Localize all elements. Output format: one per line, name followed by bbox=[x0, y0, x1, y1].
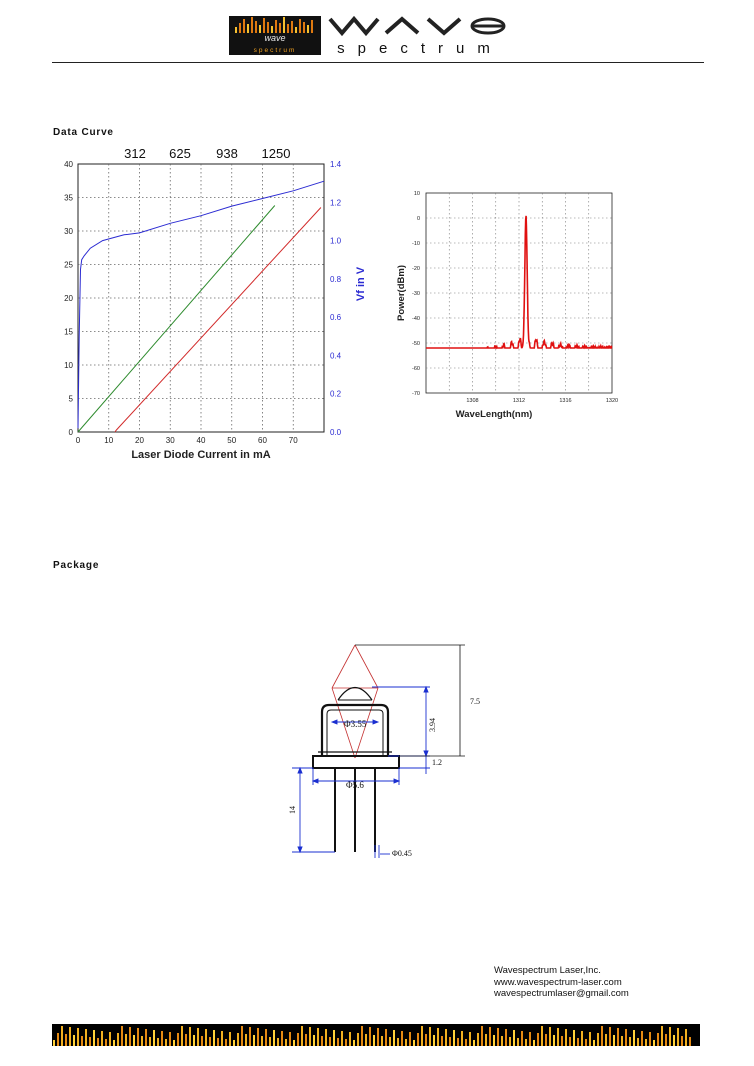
liv-x-tick: 50 bbox=[227, 436, 237, 445]
spec-x-tick: 1316 bbox=[559, 398, 572, 404]
footer-bar bbox=[105, 1039, 107, 1046]
footer-bar bbox=[89, 1037, 91, 1046]
footer-bar bbox=[325, 1029, 327, 1046]
footer-bar bbox=[605, 1034, 607, 1046]
logo-bar bbox=[275, 20, 277, 33]
liv-y-right-tick: 0.4 bbox=[330, 351, 342, 361]
footer-bar bbox=[277, 1038, 279, 1046]
footer-bar bbox=[565, 1029, 567, 1046]
footer-bar bbox=[649, 1032, 651, 1046]
footer-bar bbox=[253, 1035, 255, 1046]
footer-bar bbox=[125, 1034, 127, 1046]
footer-bar bbox=[169, 1032, 171, 1046]
footer-bar bbox=[629, 1037, 631, 1046]
footer-bar bbox=[245, 1034, 247, 1046]
footer-bar bbox=[677, 1028, 679, 1046]
footer-bar bbox=[233, 1040, 235, 1046]
flange-diameter-label: Φ5.6 bbox=[346, 780, 364, 790]
footer-bar bbox=[93, 1030, 95, 1046]
footer-bar bbox=[285, 1039, 287, 1046]
logo-wordmark bbox=[328, 13, 513, 57]
footer-bar bbox=[413, 1040, 415, 1046]
footer-bar bbox=[409, 1032, 411, 1046]
flange bbox=[313, 756, 399, 768]
footer-bar bbox=[689, 1037, 691, 1046]
footer-bar bbox=[321, 1036, 323, 1046]
footer-bar bbox=[669, 1027, 671, 1046]
footer-bar bbox=[333, 1030, 335, 1046]
pin-length-label: 14 bbox=[288, 806, 297, 814]
footer-bar bbox=[225, 1039, 227, 1046]
footer-bar bbox=[429, 1027, 431, 1046]
footer-bar bbox=[229, 1032, 231, 1046]
cap-height-label: 3.94 bbox=[428, 718, 437, 732]
footer-bar bbox=[205, 1029, 207, 1046]
footer-bar bbox=[309, 1027, 311, 1046]
footer-bar bbox=[281, 1031, 283, 1046]
footer-bar bbox=[197, 1028, 199, 1046]
liv-y-left-tick: 30 bbox=[64, 227, 73, 236]
liv-y-right-tick: 1.2 bbox=[330, 198, 342, 208]
logo-emblem bbox=[229, 16, 321, 55]
footer-bar bbox=[189, 1027, 191, 1046]
liv-x-tick: 10 bbox=[104, 436, 114, 445]
footer-bar bbox=[265, 1029, 267, 1046]
spec-y-tick: -10 bbox=[412, 241, 420, 247]
email-link[interactable]: wavespectrumlaser@gmail.com bbox=[494, 988, 629, 999]
pin-diameter-label: Φ0.45 bbox=[392, 849, 412, 858]
footer-bar bbox=[641, 1031, 643, 1046]
footer-bar bbox=[541, 1026, 543, 1046]
logo-bar bbox=[307, 25, 309, 33]
footer-bar bbox=[685, 1029, 687, 1046]
footer-bar bbox=[593, 1040, 595, 1046]
footer-bar bbox=[273, 1030, 275, 1046]
footer-bar bbox=[361, 1026, 363, 1046]
liv-x-tick: 30 bbox=[165, 436, 175, 445]
liv-chart bbox=[40, 140, 380, 475]
logo-emblem-spectrum: spectrum bbox=[253, 47, 297, 54]
footer-bar bbox=[461, 1031, 463, 1046]
lens-beam-lines bbox=[332, 645, 378, 758]
logo-bar bbox=[295, 27, 297, 33]
footer-bar bbox=[521, 1031, 523, 1046]
footer-bar bbox=[113, 1040, 115, 1046]
footer-bar bbox=[201, 1036, 203, 1046]
footer-bar bbox=[357, 1033, 359, 1046]
footer-bar bbox=[561, 1036, 563, 1046]
footer-bar bbox=[517, 1038, 519, 1046]
spec-y-tick: -30 bbox=[412, 291, 420, 297]
footer-bar bbox=[405, 1039, 407, 1046]
liv-y-left-tick: 10 bbox=[64, 361, 73, 370]
footer-bar bbox=[545, 1034, 547, 1046]
liv-y-right-tick: 1.0 bbox=[330, 236, 342, 246]
logo-bar bbox=[263, 18, 265, 33]
liv-y-right-tick: 0.2 bbox=[330, 389, 342, 399]
spec-y-tick: 10 bbox=[413, 191, 420, 197]
footer-bar bbox=[305, 1034, 307, 1046]
spec-y-tick: -70 bbox=[412, 391, 420, 397]
spec-y-tick: -20 bbox=[412, 266, 420, 272]
footer-bar bbox=[505, 1029, 507, 1046]
footer-bar bbox=[661, 1026, 663, 1046]
footer-bar bbox=[553, 1035, 555, 1046]
logo-word-spectrum: spectrum bbox=[337, 40, 503, 57]
logo-bar bbox=[283, 17, 285, 33]
liv-top-tick: 1250 bbox=[261, 146, 291, 161]
footer-bar bbox=[441, 1036, 443, 1046]
logo-bar bbox=[255, 21, 257, 33]
flange-thickness-label: 1.2 bbox=[432, 758, 442, 767]
liv-y-left-tick: 20 bbox=[64, 294, 73, 303]
footer-bar bbox=[681, 1036, 683, 1046]
footer-bar bbox=[497, 1028, 499, 1046]
footer-bar bbox=[489, 1027, 491, 1046]
footer-bar bbox=[597, 1033, 599, 1046]
logo-bar bbox=[235, 27, 237, 33]
footer-bar bbox=[437, 1028, 439, 1046]
liv-y-right-label: Vf in V bbox=[355, 266, 367, 302]
footer-bar bbox=[345, 1039, 347, 1046]
footer-bar bbox=[173, 1040, 175, 1046]
company-name: Wavespectrum Laser,Inc. bbox=[494, 965, 601, 976]
footer-bar bbox=[509, 1037, 511, 1046]
footer-bar bbox=[121, 1026, 123, 1046]
footer-bar bbox=[501, 1036, 503, 1046]
footer-bar bbox=[673, 1035, 675, 1046]
footer-bar bbox=[453, 1030, 455, 1046]
spec-x-tick: 1312 bbox=[512, 398, 526, 404]
liv-top-tick: 938 bbox=[216, 146, 238, 161]
footer-bar bbox=[477, 1033, 479, 1046]
logo-bar bbox=[239, 23, 241, 33]
footer-bar bbox=[177, 1033, 179, 1046]
footer-bar bbox=[657, 1033, 659, 1046]
cap-diameter-label: Φ3.55 bbox=[344, 719, 367, 729]
footer-bar bbox=[525, 1039, 527, 1046]
total-height-label: 7.5 bbox=[470, 697, 480, 706]
logo-bar bbox=[243, 19, 245, 33]
spec-x-tick: 1308 bbox=[466, 398, 479, 404]
footer-decorative-strip bbox=[52, 1024, 700, 1046]
footer-bar bbox=[181, 1026, 183, 1046]
footer-bar bbox=[465, 1039, 467, 1046]
liv-y-left-tick: 0 bbox=[68, 428, 73, 437]
footer-bar bbox=[77, 1028, 79, 1046]
footer-bar bbox=[293, 1040, 295, 1046]
logo-bar bbox=[311, 20, 313, 33]
footer-bar bbox=[393, 1030, 395, 1046]
footer-bar bbox=[485, 1034, 487, 1046]
spec-y-tick: -60 bbox=[412, 366, 420, 372]
package-heading: Package bbox=[53, 560, 100, 571]
liv-y-left-tick: 25 bbox=[64, 260, 73, 270]
liv-y-right-tick: 0.0 bbox=[330, 428, 342, 437]
data-curve-heading: Data Curve bbox=[53, 127, 114, 138]
logo-bar bbox=[299, 19, 301, 33]
footer-bar bbox=[329, 1037, 331, 1046]
footer-bar bbox=[137, 1028, 139, 1046]
logo-bar bbox=[279, 23, 281, 33]
footer-bar bbox=[61, 1026, 63, 1046]
logo-emblem-wave: wave bbox=[264, 33, 286, 43]
logo-bar bbox=[287, 24, 289, 33]
footer-bar bbox=[589, 1032, 591, 1046]
footer-bar bbox=[445, 1029, 447, 1046]
footer-bar bbox=[209, 1037, 211, 1046]
footer-bar bbox=[241, 1026, 243, 1046]
footer-bar bbox=[57, 1033, 59, 1046]
liv-x-tick: 70 bbox=[288, 436, 298, 445]
footer-bar bbox=[417, 1033, 419, 1046]
footer-bar bbox=[389, 1037, 391, 1046]
footer-bar bbox=[101, 1031, 103, 1046]
footer-bar bbox=[237, 1033, 239, 1046]
contact-block bbox=[494, 965, 629, 1000]
logo-bar bbox=[303, 22, 305, 33]
logo-bar bbox=[291, 21, 293, 33]
footer-bar bbox=[81, 1036, 83, 1046]
header-divider bbox=[52, 62, 704, 63]
footer-bar bbox=[213, 1030, 215, 1046]
spec-x-label: WaveLength(nm) bbox=[455, 409, 533, 420]
footer-bar bbox=[109, 1032, 111, 1046]
spec-y-tick: -50 bbox=[412, 341, 420, 347]
footer-bar bbox=[145, 1029, 147, 1046]
footer-bar bbox=[129, 1027, 131, 1046]
footer-bar bbox=[97, 1038, 99, 1046]
spec-y-tick: 0 bbox=[416, 216, 420, 222]
footer-bar bbox=[161, 1031, 163, 1046]
footer-bar bbox=[313, 1035, 315, 1046]
footer-bar bbox=[377, 1028, 379, 1046]
footer-bar bbox=[85, 1029, 87, 1046]
spec-x-tick: 1320 bbox=[605, 398, 619, 404]
footer-bar bbox=[421, 1026, 423, 1046]
footer-bar bbox=[617, 1028, 619, 1046]
footer-bar bbox=[185, 1034, 187, 1046]
spec-y-tick: -40 bbox=[412, 316, 420, 322]
footer-bar bbox=[493, 1035, 495, 1046]
footer-bar bbox=[153, 1030, 155, 1046]
footer-bar bbox=[221, 1031, 223, 1046]
footer-bar bbox=[217, 1038, 219, 1046]
footer-bar bbox=[149, 1037, 151, 1046]
liv-x-tick: 40 bbox=[196, 436, 206, 445]
liv-x-label: Laser Diode Current in mA bbox=[131, 449, 271, 461]
footer-bar bbox=[369, 1027, 371, 1046]
footer-bar bbox=[141, 1036, 143, 1046]
lens-dome bbox=[338, 688, 372, 701]
footer-bar bbox=[481, 1026, 483, 1046]
footer-bar bbox=[353, 1040, 355, 1046]
logo-bar bbox=[271, 26, 273, 33]
logo-bar bbox=[267, 22, 269, 33]
footer-bar bbox=[249, 1027, 251, 1046]
footer-bar bbox=[549, 1027, 551, 1046]
footer-bar bbox=[397, 1038, 399, 1046]
footer-bar bbox=[637, 1038, 639, 1046]
footer-bar bbox=[577, 1038, 579, 1046]
footer-bar bbox=[581, 1031, 583, 1046]
footer-bar bbox=[585, 1039, 587, 1046]
footer-bar bbox=[261, 1036, 263, 1046]
footer-bar bbox=[289, 1032, 291, 1046]
can-cap bbox=[322, 705, 388, 756]
footer-bar bbox=[473, 1040, 475, 1046]
footer-bar bbox=[557, 1028, 559, 1046]
footer-bar bbox=[65, 1034, 67, 1046]
liv-y-right-tick: 1.4 bbox=[330, 160, 342, 169]
website-link[interactable]: www.wavespectrum-laser.com bbox=[494, 976, 622, 988]
footer-bar bbox=[653, 1040, 655, 1046]
liv-x-tick: 0 bbox=[75, 436, 81, 445]
footer-bar bbox=[69, 1027, 71, 1046]
liv-top-tick: 312 bbox=[124, 146, 146, 161]
footer-bar bbox=[165, 1039, 167, 1046]
footer-bar bbox=[449, 1037, 451, 1046]
logo-bar bbox=[251, 17, 253, 33]
footer-bar bbox=[401, 1031, 403, 1046]
liv-y-left-tick: 5 bbox=[68, 394, 73, 404]
liv-y-left-tick: 35 bbox=[64, 193, 73, 203]
footer-bar bbox=[117, 1033, 119, 1046]
footer-bar bbox=[269, 1037, 271, 1046]
footer-bar bbox=[193, 1035, 195, 1046]
footer-bar bbox=[157, 1038, 159, 1046]
footer-bar bbox=[609, 1027, 611, 1046]
liv-x-tick: 60 bbox=[258, 436, 267, 445]
footer-bar bbox=[665, 1034, 667, 1046]
spectrum-chart bbox=[388, 183, 620, 425]
footer-bar bbox=[349, 1032, 351, 1046]
logo-bar bbox=[259, 25, 261, 33]
liv-x-tick: 20 bbox=[135, 436, 144, 445]
footer-bar bbox=[433, 1035, 435, 1046]
footer-bar bbox=[613, 1035, 615, 1046]
footer-bar bbox=[457, 1038, 459, 1046]
footer-bar bbox=[645, 1039, 647, 1046]
footer-bar bbox=[257, 1028, 259, 1046]
liv-y-right-tick: 0.6 bbox=[330, 313, 342, 323]
footer-bar bbox=[133, 1035, 135, 1046]
footer-bar bbox=[533, 1040, 535, 1046]
footer-bar bbox=[469, 1032, 471, 1046]
footer-bar bbox=[53, 1040, 55, 1046]
footer-bar bbox=[601, 1026, 603, 1046]
footer-bar bbox=[425, 1034, 427, 1046]
footer-bar bbox=[73, 1035, 75, 1046]
footer-bar bbox=[633, 1030, 635, 1046]
footer-bar bbox=[337, 1038, 339, 1046]
liv-top-tick: 625 bbox=[169, 146, 191, 161]
footer-bar bbox=[381, 1036, 383, 1046]
footer-bar bbox=[529, 1032, 531, 1046]
footer-bar bbox=[621, 1036, 623, 1046]
liv-y-left-tick: 15 bbox=[64, 327, 73, 337]
footer-bar bbox=[365, 1034, 367, 1046]
footer-bar bbox=[513, 1030, 515, 1046]
footer-bar bbox=[385, 1029, 387, 1046]
logo-bar bbox=[247, 24, 249, 33]
footer-bar bbox=[537, 1033, 539, 1046]
package-drawing bbox=[280, 640, 510, 865]
footer-bar bbox=[297, 1033, 299, 1046]
footer-bar bbox=[341, 1031, 343, 1046]
footer-bar bbox=[573, 1030, 575, 1046]
liv-y-left-tick: 40 bbox=[64, 160, 73, 169]
footer-bar bbox=[569, 1037, 571, 1046]
footer-bar bbox=[317, 1028, 319, 1046]
footer-bar bbox=[373, 1035, 375, 1046]
liv-y-right-tick: 0.8 bbox=[330, 274, 342, 284]
footer-bar bbox=[625, 1029, 627, 1046]
footer-bar bbox=[301, 1026, 303, 1046]
spec-y-label: Power(dBm) bbox=[396, 265, 407, 321]
